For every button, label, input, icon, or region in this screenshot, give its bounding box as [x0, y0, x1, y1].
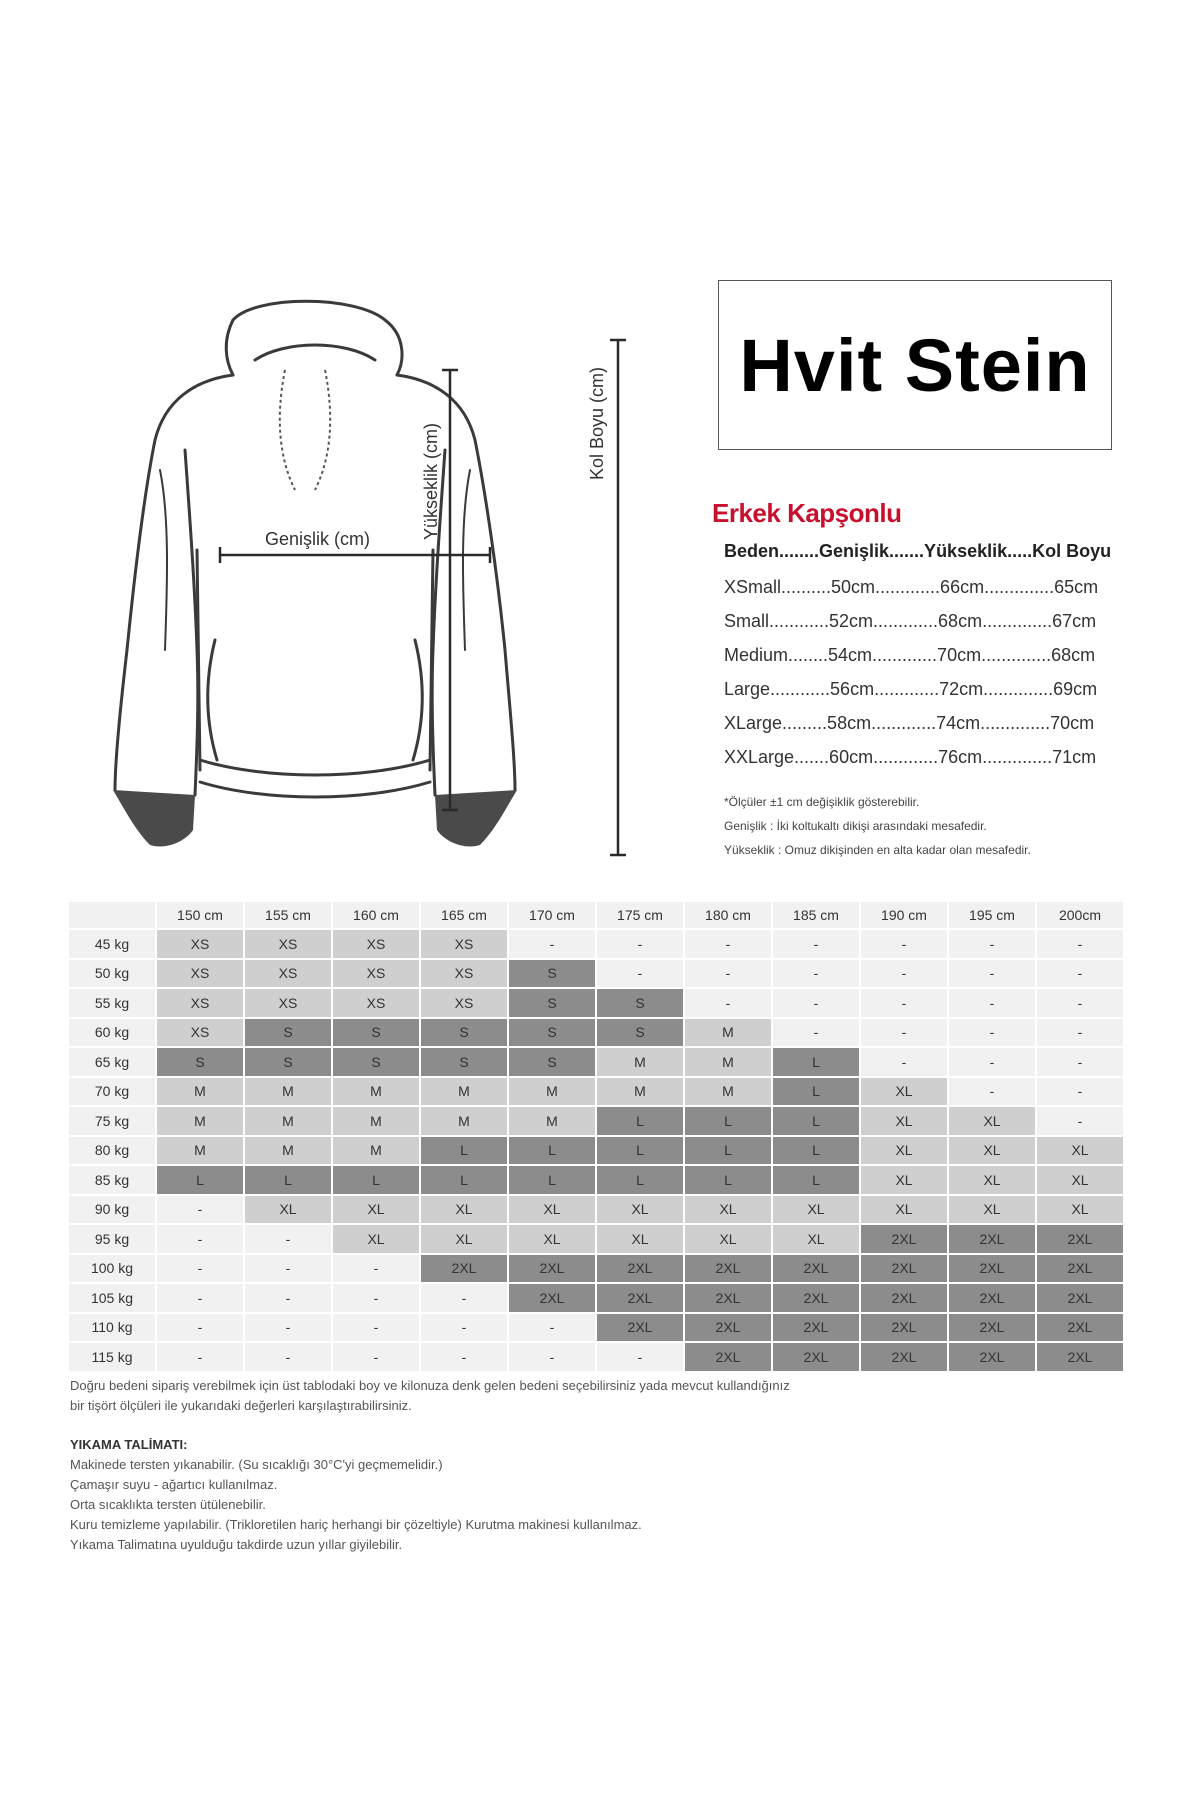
size-cell: S [508, 1047, 596, 1077]
weight-label: 115 kg [69, 1342, 156, 1372]
size-cell: M [508, 1077, 596, 1107]
brand-name: Hvit Stein [739, 323, 1091, 407]
weight-label: 95 kg [69, 1224, 156, 1254]
spec-row: XXLarge.......60cm.............76cm..............71cm [724, 747, 1097, 767]
size-cell: L [684, 1165, 772, 1195]
size-cell: - [420, 1313, 508, 1343]
size-cell: 2XL [772, 1254, 860, 1284]
height-label: Yükseklik (cm) [421, 422, 441, 540]
size-cell: M [596, 1047, 684, 1077]
size-cell: - [684, 988, 772, 1018]
size-cell: L [508, 1165, 596, 1195]
height-header: 175 cm [596, 902, 684, 929]
height-header: 155 cm [244, 902, 332, 929]
size-cell: 2XL [1036, 1224, 1124, 1254]
size-cell: S [596, 988, 684, 1018]
size-cell: XL [860, 1077, 948, 1107]
size-cell: - [1036, 959, 1124, 989]
size-cell: XS [244, 959, 332, 989]
size-cell: XL [948, 1195, 1036, 1225]
table-row [69, 1195, 1124, 1225]
size-cell: L [596, 1136, 684, 1166]
size-cell: - [772, 959, 860, 989]
size-cell: S [244, 1047, 332, 1077]
size-cell: XS [244, 929, 332, 959]
spec-row: Large............56cm.............72cm..............69cm [724, 679, 1098, 699]
size-cell: L [332, 1165, 420, 1195]
size-cell: S [420, 1047, 508, 1077]
size-cell: S [420, 1018, 508, 1048]
hoodie-diagram [105, 290, 645, 870]
size-cell: L [596, 1165, 684, 1195]
size-cell: XL [772, 1195, 860, 1225]
size-cell: - [772, 988, 860, 1018]
size-cell: - [596, 1342, 684, 1372]
size-cell: XL [508, 1224, 596, 1254]
size-cell: 2XL [1036, 1254, 1124, 1284]
brand-box [718, 280, 1112, 450]
hood-outline [233, 301, 402, 375]
size-cell: L [772, 1106, 860, 1136]
size-cell: XL [596, 1195, 684, 1225]
size-cell: M [596, 1077, 684, 1107]
weight-label: 80 kg [69, 1136, 156, 1166]
table-row [69, 1106, 1124, 1136]
size-cell: XL [1036, 1136, 1124, 1166]
size-cell: - [772, 929, 860, 959]
size-cell: S [156, 1047, 244, 1077]
size-cell: M [244, 1077, 332, 1107]
size-cell: S [508, 1018, 596, 1048]
size-cell: 2XL [772, 1283, 860, 1313]
size-cell: S [244, 1018, 332, 1048]
size-cell: 2XL [596, 1254, 684, 1284]
size-cell: - [332, 1342, 420, 1372]
size-cell: 2XL [948, 1254, 1036, 1284]
size-cell: XS [420, 929, 508, 959]
weight-label: 50 kg [69, 959, 156, 989]
size-cell: 2XL [684, 1342, 772, 1372]
size-cell: L [420, 1136, 508, 1166]
size-cell: 2XL [948, 1342, 1036, 1372]
size-cell: L [244, 1165, 332, 1195]
size-table-body [69, 929, 1124, 1372]
size-cell: XL [420, 1195, 508, 1225]
size-cell: - [244, 1224, 332, 1254]
size-cell: - [948, 1018, 1036, 1048]
weight-label: 60 kg [69, 1018, 156, 1048]
size-cell: - [1036, 988, 1124, 1018]
height-header: 160 cm [332, 902, 420, 929]
size-cell: 2XL [860, 1313, 948, 1343]
size-cell: XS [332, 929, 420, 959]
wash-line: Yıkama Talimatına uyulduğu takdirde uzun yıllar giyilebilir. [70, 1537, 403, 1552]
weight-label: 65 kg [69, 1047, 156, 1077]
table-row [69, 959, 1124, 989]
size-cell: M [420, 1077, 508, 1107]
size-cell: XS [156, 929, 244, 959]
size-cell: L [684, 1106, 772, 1136]
size-cell: 2XL [860, 1254, 948, 1284]
table-row [69, 1313, 1124, 1343]
height-header: 190 cm [860, 902, 948, 929]
size-cell: L [156, 1165, 244, 1195]
height-header: 185 cm [772, 902, 860, 929]
wash-line: Orta sıcaklıkta tersten ütülenebilir. [70, 1497, 266, 1512]
size-cell: XL [948, 1165, 1036, 1195]
size-cell: 2XL [948, 1313, 1036, 1343]
size-cell: 2XL [684, 1283, 772, 1313]
size-cell: XS [156, 988, 244, 1018]
size-cell: - [244, 1283, 332, 1313]
size-cell: - [860, 988, 948, 1018]
size-cell: - [948, 1047, 1036, 1077]
height-header: 170 cm [508, 902, 596, 929]
table-row [69, 988, 1124, 1018]
size-cell: 2XL [860, 1342, 948, 1372]
size-cell: XL [420, 1224, 508, 1254]
size-cell: - [684, 929, 772, 959]
height-header: 195 cm [948, 902, 1036, 929]
table-row [69, 1047, 1124, 1077]
size-cell: L [772, 1165, 860, 1195]
size-cell: XL [1036, 1165, 1124, 1195]
spec-row: Medium........54cm.............70cm..............68cm [724, 645, 1096, 665]
size-cell: - [508, 1342, 596, 1372]
width-label: Genişlik (cm) [265, 529, 371, 549]
wash-title: YIKAMA TALİMATI: [70, 1437, 188, 1452]
size-cell: 2XL [772, 1342, 860, 1372]
size-cell: XL [508, 1195, 596, 1225]
size-cell: XL [948, 1136, 1036, 1166]
size-table [69, 902, 1125, 1373]
height-header: 150 cm [156, 902, 244, 929]
spec-title: Erkek Kapşonlu [712, 498, 902, 528]
size-cell: XL [1036, 1195, 1124, 1225]
wash-line: Çamaşır suyu - ağartıcı kullanılmaz. [70, 1477, 278, 1492]
size-cell: S [508, 959, 596, 989]
size-cell: M [684, 1018, 772, 1048]
size-cell: XS [156, 959, 244, 989]
weight-label: 100 kg [69, 1254, 156, 1284]
spec-header: Beden........Genişlik.......Yükseklik.....Kol Boyu [724, 541, 1112, 561]
table-row [69, 1342, 1124, 1372]
size-cell: XS [332, 959, 420, 989]
size-cell: - [332, 1283, 420, 1313]
size-cell: L [420, 1165, 508, 1195]
weight-label: 70 kg [69, 1077, 156, 1107]
height-header: 180 cm [684, 902, 772, 929]
size-cell: S [332, 1018, 420, 1048]
size-cell: S [332, 1047, 420, 1077]
left-cuff [113, 790, 195, 847]
table-row [69, 929, 1124, 959]
size-cell: XS [420, 988, 508, 1018]
intro-line: Doğru bedeni sipariş verebilmek için üst tablodaki boy ve kilonuza denk gelen bedeni seçebilirsiniz yada mevcut kullandığınız [70, 1378, 790, 1393]
size-cell: L [508, 1136, 596, 1166]
size-cell: 2XL [508, 1254, 596, 1284]
size-cell: - [948, 929, 1036, 959]
size-cell: - [244, 1313, 332, 1343]
size-cell: - [1036, 1077, 1124, 1107]
size-cell: XL [244, 1195, 332, 1225]
size-cell: - [684, 959, 772, 989]
size-cell: - [244, 1342, 332, 1372]
size-cell: - [420, 1283, 508, 1313]
size-cell: 2XL [684, 1313, 772, 1343]
size-cell: S [596, 1018, 684, 1048]
table-corner [69, 902, 156, 929]
size-cell: 2XL [1036, 1313, 1124, 1343]
size-cell: - [156, 1224, 244, 1254]
size-cell: XL [860, 1195, 948, 1225]
spec-note: Yükseklik : Omuz dikişinden en alta kadar olan mesafedir. [724, 843, 1031, 857]
weight-label: 85 kg [69, 1165, 156, 1195]
size-cell: M [684, 1047, 772, 1077]
size-cell: 2XL [948, 1224, 1036, 1254]
size-cell: - [156, 1313, 244, 1343]
size-cell: 2XL [948, 1283, 1036, 1313]
size-cell: XL [684, 1195, 772, 1225]
sleeve-label: Kol Boyu (cm) [587, 366, 607, 480]
size-cell: 2XL [1036, 1283, 1124, 1313]
size-cell: 2XL [860, 1283, 948, 1313]
size-cell: M [332, 1106, 420, 1136]
size-cell: M [156, 1077, 244, 1107]
wash-line: Kuru temizleme yapılabilir. (Trikloretilen hariç herhangi bir çözeltiyle) Kurutma makinesi kullanılmaz. [70, 1517, 642, 1532]
size-cell: 2XL [596, 1283, 684, 1313]
size-cell: M [684, 1077, 772, 1107]
weight-label: 90 kg [69, 1195, 156, 1225]
size-cell: XL [332, 1224, 420, 1254]
size-cell: 2XL [684, 1254, 772, 1284]
size-cell: M [244, 1106, 332, 1136]
size-cell: M [332, 1077, 420, 1107]
size-cell: XL [772, 1224, 860, 1254]
table-row [69, 1136, 1124, 1166]
size-cell: - [156, 1254, 244, 1284]
weight-label: 105 kg [69, 1283, 156, 1313]
weight-label: 45 kg [69, 929, 156, 959]
table-row [69, 1165, 1124, 1195]
spec-row: Small............52cm.............68cm..............67cm [724, 611, 1097, 631]
table-header-row [69, 902, 1124, 929]
height-header: 165 cm [420, 902, 508, 929]
size-cell: M [420, 1106, 508, 1136]
size-cell: L [684, 1136, 772, 1166]
height-header: 200cm [1036, 902, 1124, 929]
size-cell: - [1036, 1018, 1124, 1048]
size-cell: L [772, 1047, 860, 1077]
size-cell: - [332, 1254, 420, 1284]
size-cell: XL [948, 1106, 1036, 1136]
size-cell: - [948, 1077, 1036, 1107]
size-cell: M [156, 1136, 244, 1166]
size-cell: L [596, 1106, 684, 1136]
size-cell: L [772, 1077, 860, 1107]
size-cell: - [860, 1018, 948, 1048]
wash-line: Makinede tersten yıkanabilir. (Su sıcaklığı 30°C'yi geçmemelidir.) [70, 1457, 443, 1472]
size-cell: - [1036, 1106, 1124, 1136]
size-cell: M [244, 1136, 332, 1166]
size-cell: - [508, 929, 596, 959]
size-cell: - [948, 988, 1036, 1018]
size-cell: XS [156, 1018, 244, 1048]
size-cell: - [596, 929, 684, 959]
size-cell: XS [420, 959, 508, 989]
size-cell: 2XL [1036, 1342, 1124, 1372]
size-cell: - [1036, 1047, 1124, 1077]
size-cell: L [772, 1136, 860, 1166]
size-cell: XS [332, 988, 420, 1018]
size-cell: - [1036, 929, 1124, 959]
size-cell: - [860, 959, 948, 989]
size-cell: M [332, 1136, 420, 1166]
table-row [69, 1283, 1124, 1313]
size-cell: - [596, 959, 684, 989]
size-cell: 2XL [772, 1313, 860, 1343]
spec-note: *Ölçüler ±1 cm değişiklik gösterebilir. [724, 795, 920, 809]
table-row [69, 1077, 1124, 1107]
size-cell: 2XL [860, 1224, 948, 1254]
table-row [69, 1018, 1124, 1048]
size-cell: XL [860, 1106, 948, 1136]
weight-label: 110 kg [69, 1313, 156, 1343]
size-cell: - [332, 1313, 420, 1343]
size-cell: - [244, 1254, 332, 1284]
size-cell: - [508, 1313, 596, 1343]
size-cell: - [772, 1018, 860, 1048]
size-cell: 2XL [420, 1254, 508, 1284]
size-cell: - [156, 1283, 244, 1313]
size-cell: XS [244, 988, 332, 1018]
right-cuff [435, 790, 517, 847]
size-cell: - [860, 929, 948, 959]
size-cell: - [420, 1342, 508, 1372]
size-cell: - [860, 1047, 948, 1077]
size-cell: - [156, 1195, 244, 1225]
size-cell: XL [860, 1165, 948, 1195]
size-cell: XL [596, 1224, 684, 1254]
size-cell: XL [332, 1195, 420, 1225]
size-cell: 2XL [596, 1313, 684, 1343]
intro-line: bir tişört ölçüleri ile yukarıdaki değerleri karşılaştırabilirsiniz. [70, 1398, 412, 1413]
table-row [69, 1224, 1124, 1254]
size-cell: 2XL [508, 1283, 596, 1313]
table-row [69, 1254, 1124, 1284]
size-cell: - [156, 1342, 244, 1372]
size-cell: M [508, 1106, 596, 1136]
size-cell: XL [860, 1136, 948, 1166]
size-cell: - [948, 959, 1036, 989]
size-cell: S [508, 988, 596, 1018]
weight-label: 75 kg [69, 1106, 156, 1136]
spec-row: XSmall..........50cm.............66cm..............65cm [724, 577, 1099, 597]
body-outline [115, 375, 233, 790]
weight-label: 55 kg [69, 988, 156, 1018]
spec-note: Genişlik : İki koltukaltı dikişi arasındaki mesafedir. [724, 819, 987, 833]
size-cell: XL [684, 1224, 772, 1254]
size-cell: M [156, 1106, 244, 1136]
spec-row: XLarge.........58cm.............74cm..............70cm [724, 713, 1095, 733]
